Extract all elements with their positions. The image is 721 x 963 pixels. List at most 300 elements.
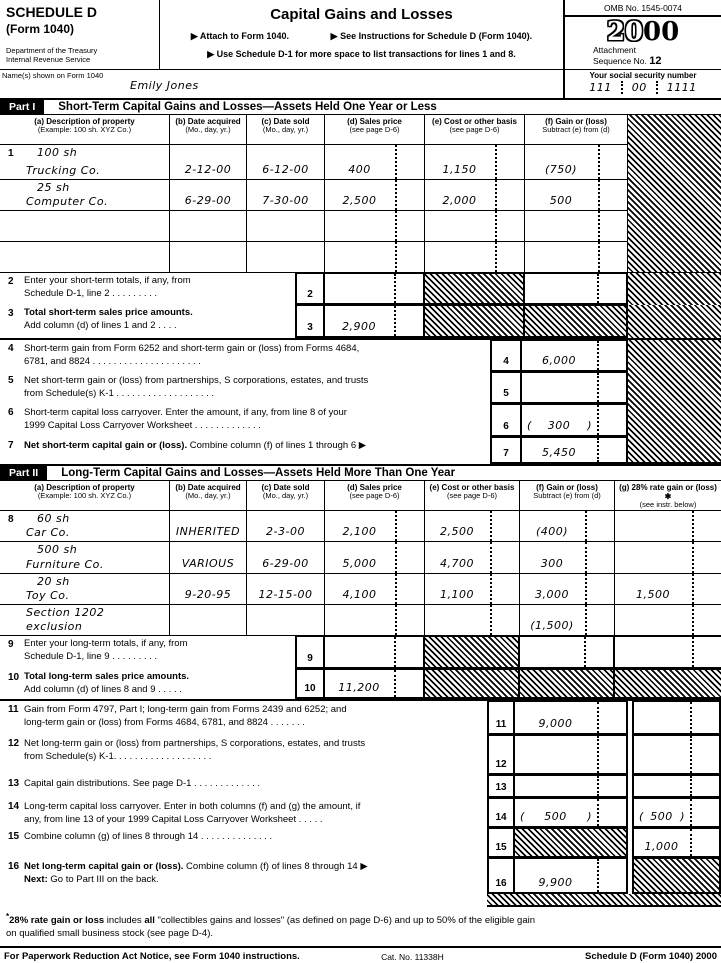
- col-sub: Subtract (e) from (d): [533, 491, 601, 501]
- cost-basis-value[interactable]: 2,500: [440, 525, 474, 538]
- gain-loss-cell[interactable]: [520, 511, 615, 542]
- agency-line2: Internal Revenue Service: [6, 55, 91, 65]
- date-sold-value[interactable]: 7-30-00: [262, 194, 309, 207]
- col-tag: (c): [261, 483, 272, 492]
- gain-loss-cell[interactable]: [525, 180, 628, 211]
- sales-price-cell[interactable]: [325, 211, 425, 242]
- sales-price-cell[interactable]: [325, 542, 425, 574]
- line-13-g-amount[interactable]: [632, 775, 721, 798]
- line-16-next-text: Go to Part III on the back.: [47, 874, 159, 886]
- part2-bar: [0, 464, 721, 480]
- cost-basis-value[interactable]: 2,000: [442, 194, 477, 207]
- part1-bar: [0, 98, 721, 114]
- hatched-cell: [520, 669, 615, 699]
- description-line2[interactable]: Computer Co.: [26, 195, 109, 208]
- paren-close: ): [587, 419, 592, 432]
- line-11-text-1: Gain from Form 4797, Part I; long-term gain from Forms 2439 and 6252; and: [24, 704, 347, 715]
- table-row-description[interactable]: [25, 242, 170, 273]
- date-sold-cell[interactable]: [247, 605, 325, 636]
- col-tag: (b): [175, 117, 186, 126]
- gain-loss-value[interactable]: (1,500): [530, 619, 574, 632]
- description-line1[interactable]: 100 sh: [37, 146, 78, 159]
- cost-basis-cell[interactable]: [425, 180, 525, 211]
- col-tag: (d): [347, 483, 358, 492]
- line-1-number: 1: [0, 145, 25, 180]
- line-12-text: [0, 735, 487, 775]
- form-footer-title: Schedule D (Form 1040) 2000: [585, 951, 717, 963]
- hatched-cell: [525, 305, 628, 338]
- hatched-right-margin: [628, 340, 721, 464]
- line-4-value[interactable]: 6,000: [542, 354, 576, 367]
- line-2-text-2: Schedule D-1, line 2 . . . . . . . . .: [24, 287, 158, 299]
- form-number-label: (Form 1040): [6, 22, 75, 36]
- description-line1[interactable]: 25 sh: [37, 181, 70, 194]
- page-footer: [0, 946, 721, 963]
- col-header-description: [0, 481, 170, 511]
- ssn-part1[interactable]: 111: [589, 81, 612, 94]
- hatched-cell: [425, 636, 520, 669]
- date-sold-value[interactable]: 2-3-00: [266, 525, 305, 538]
- col-sub: Subtract (e) from (d): [542, 125, 610, 135]
- line-number: 6: [8, 407, 14, 418]
- schedule-label: SCHEDULE D: [6, 4, 98, 20]
- date-acquired-value[interactable]: INHERITED: [175, 525, 241, 538]
- year-solid: 00: [643, 17, 680, 47]
- col-tag: (g): [619, 483, 630, 492]
- hatched-bottom-band: [487, 894, 721, 907]
- col-tag: (a): [34, 483, 45, 492]
- line-number: 16: [8, 861, 20, 872]
- part2-title: Long-Term Capital Gains and Losses—Assets Held More Than One Year: [61, 467, 456, 479]
- col-sub: (see page D-6): [349, 491, 400, 501]
- description-line2[interactable]: Furniture Co.: [26, 558, 104, 571]
- date-sold-cell[interactable]: [247, 542, 325, 574]
- col-tag: (e): [432, 117, 442, 126]
- hatched-right-margin: [628, 115, 721, 273]
- description-line2[interactable]: exclusion: [26, 620, 83, 633]
- line-11-box-number: 11: [487, 701, 515, 735]
- long-term-table: [0, 480, 721, 636]
- col-tag: (e): [429, 483, 440, 492]
- line-16-next-bold: Next:: [24, 874, 48, 886]
- line-7-box-number: 7: [490, 437, 522, 464]
- part1-badge: Part I: [0, 100, 44, 114]
- agency-line1: Department of the Treasury: [6, 46, 98, 55]
- date-sold-value[interactable]: 12-15-00: [258, 588, 313, 601]
- col-title: Date sold: [273, 117, 310, 126]
- instructions-row: [160, 31, 563, 42]
- gain-loss-cell[interactable]: [525, 242, 628, 273]
- line-9-rate-cell: [615, 636, 721, 669]
- line-3-text-2: Add column (d) of lines 1 and 2 . . . .: [24, 319, 177, 331]
- line-number: 3: [8, 308, 14, 319]
- cost-basis-cell[interactable]: [425, 145, 525, 180]
- footnote-all: all: [144, 915, 155, 927]
- date-sold-cell[interactable]: [247, 180, 325, 211]
- line-9-amount[interactable]: [325, 636, 425, 669]
- hatched-right-margin: [628, 305, 721, 338]
- lines-11-16: [0, 699, 721, 907]
- name-label: Name(s) shown on Form 1040: [2, 71, 104, 80]
- sales-price-cell[interactable]: [325, 242, 425, 273]
- rate-gain-value[interactable]: 1,500: [636, 588, 670, 601]
- line-16-text-1: Combine column (f) of lines 8 through 14 ▶: [183, 861, 368, 872]
- line-14-box-number: 14: [487, 798, 515, 828]
- paren-open: (: [520, 810, 525, 823]
- hatched-cell: [515, 828, 628, 858]
- attach-instruction: ▶ Attach to Form 1040.: [190, 31, 289, 41]
- cost-basis-cell[interactable]: [425, 511, 520, 542]
- line-2-box-number: 2: [295, 273, 325, 305]
- sales-price-value[interactable]: 400: [348, 163, 371, 176]
- gain-loss-cell[interactable]: [520, 574, 615, 605]
- taxpayer-name-value[interactable]: Emily Jones: [130, 79, 199, 92]
- col-sub: (Mo., day, yr.): [262, 125, 309, 135]
- short-term-table: [0, 114, 721, 273]
- sales-price-value[interactable]: 2,100: [342, 525, 377, 538]
- row-number: [0, 211, 25, 242]
- col-sub: (Example: 100 sh. XYZ Co.): [37, 491, 132, 501]
- line-14-g-value[interactable]: 500: [650, 810, 673, 823]
- date-acquired-cell[interactable]: [170, 574, 247, 605]
- date-acquired-value[interactable]: 2-12-00: [184, 163, 232, 176]
- col-title: Cost or other basis: [441, 483, 515, 492]
- line-6-text-1: Short-term capital loss carryover. Enter the amount, if any, from line 8 of your: [24, 407, 347, 418]
- col-sub: (see instr. below): [639, 500, 697, 510]
- cost-basis-cell[interactable]: [425, 574, 520, 605]
- line-3-value[interactable]: 2,900: [342, 320, 376, 333]
- gain-loss-value[interactable]: 300: [540, 557, 564, 570]
- description-line1[interactable]: 500 sh: [37, 543, 78, 556]
- line-13-text-1: Capital gain distributions. See page D-1 . . . . . . . . . . . . .: [24, 778, 261, 789]
- line-number: 11: [8, 704, 19, 715]
- line-3-text: [0, 305, 295, 338]
- ssn-box[interactable]: [563, 70, 721, 98]
- date-acquired-value[interactable]: 6-29-00: [184, 194, 232, 207]
- name-field-area[interactable]: [0, 70, 563, 98]
- ssn-part3[interactable]: 1111: [666, 81, 697, 94]
- row-number: [0, 605, 25, 636]
- line-14-text: [0, 798, 487, 828]
- omb-block: [563, 0, 721, 69]
- line-6-text: [0, 404, 490, 437]
- line-4-box-number: 4: [490, 340, 522, 372]
- line-12-text-1: Net long-term gain or (loss) from partnerships, S corporations, estates, and trusts: [24, 738, 366, 749]
- line-13-box-number: 13: [487, 775, 515, 798]
- line-4-text: [0, 340, 490, 372]
- line-10-value[interactable]: 11,200: [338, 681, 380, 694]
- part1-title: Short-Term Capital Gains and Losses—Assets Held One Year or Less: [58, 101, 437, 113]
- line-3-amount[interactable]: [325, 305, 425, 338]
- line-16-box-number: 16: [487, 858, 515, 894]
- line-16-f-value[interactable]: 9,900: [538, 876, 573, 889]
- lines-4-7: [0, 338, 721, 464]
- line-9-text-1: Enter your long-term totals, if any, from: [24, 638, 188, 649]
- line-9-text: [0, 636, 295, 669]
- line-14-f-amount[interactable]: [515, 798, 628, 828]
- sales-price-cell[interactable]: [325, 180, 425, 211]
- col-title: Date sold: [273, 483, 310, 492]
- col-title: Gain or (loss): [555, 117, 607, 126]
- attachment-label: Attachment: [593, 45, 636, 55]
- sequence-label: Sequence No.: [593, 56, 647, 67]
- line-2-amount[interactable]: [325, 273, 425, 305]
- line-16-f-amount[interactable]: [515, 858, 628, 894]
- date-acquired-value[interactable]: VARIOUS: [181, 557, 235, 570]
- col-sub: (Mo., day, yr.): [262, 491, 309, 501]
- rate-gain-cell[interactable]: [615, 511, 721, 542]
- cost-basis-value[interactable]: 1,100: [440, 588, 474, 601]
- see-instructions: ▶ See Instructions for Schedule D (Form 1040).: [330, 31, 533, 41]
- date-sold-value[interactable]: 6-12-00: [262, 163, 309, 176]
- hatched-cell: [615, 669, 721, 699]
- col-header-gain-loss: [520, 481, 615, 511]
- paren-open: (: [639, 810, 644, 823]
- col-sub: (Mo., day, yr.): [185, 491, 231, 501]
- line-9: [0, 636, 721, 669]
- footnote: [0, 907, 721, 941]
- col-header-gain-loss: [525, 115, 628, 145]
- sales-price-value[interactable]: 4,100: [342, 588, 377, 601]
- catalog-number: Cat. No. 11338H: [381, 951, 444, 962]
- line-12-box-number: 12: [487, 735, 515, 775]
- line-6-text-2: 1999 Capital Loss Carryover Worksheet . . . . . . . . . . . . .: [24, 420, 261, 432]
- line-15-text-1: Combine column (g) of lines 8 through 14 . . . . . . . . . . . . . .: [24, 831, 273, 842]
- cost-basis-cell[interactable]: [425, 242, 525, 273]
- table-row-description[interactable]: [25, 605, 170, 636]
- footnote-line2: on qualified small business stock (see page D-4).: [6, 928, 213, 940]
- date-acquired-cell[interactable]: [170, 242, 247, 273]
- form-title-block: [160, 0, 563, 69]
- sales-price-cell[interactable]: [325, 511, 425, 542]
- col-header-sales-price: [325, 115, 425, 145]
- date-sold-cell[interactable]: [247, 242, 325, 273]
- line-16-bold: Net long-term capital gain or (loss).: [24, 861, 184, 872]
- description-line1[interactable]: 60 sh: [37, 512, 70, 525]
- description-line1[interactable]: 20 sh: [37, 575, 70, 588]
- rate-gain-cell[interactable]: [615, 574, 721, 605]
- date-acquired-cell[interactable]: [170, 211, 247, 242]
- line-13-f-amount[interactable]: [515, 775, 628, 798]
- rate-gain-cell[interactable]: [615, 542, 721, 574]
- line-6-amount[interactable]: [522, 404, 628, 437]
- col-header-cost-basis: [425, 481, 520, 511]
- line-number: 13: [8, 778, 20, 789]
- line-2-text-1: Enter your short-term totals, if any, from: [24, 275, 191, 286]
- line-10-box-number: 10: [295, 669, 325, 699]
- footnote-asterisk: *: [6, 912, 10, 921]
- paren-open: (: [527, 419, 532, 432]
- date-sold-cell[interactable]: [247, 145, 325, 180]
- date-acquired-cell[interactable]: [170, 605, 247, 636]
- line-9-box-number: 9: [295, 636, 325, 669]
- col-tag: (f): [536, 483, 545, 492]
- cost-basis-cell[interactable]: [425, 542, 520, 574]
- col-header-description: [0, 115, 170, 145]
- line-11-f-amount[interactable]: [515, 701, 628, 735]
- col-title: 28% rate gain or (loss): [631, 483, 717, 492]
- cost-basis-cell[interactable]: [425, 211, 525, 242]
- part2-badge: Part II: [0, 466, 47, 480]
- line-number: 7: [8, 440, 14, 451]
- col-title: Cost or other basis: [444, 117, 517, 126]
- line-8-number: 8: [0, 511, 25, 542]
- cost-basis-value[interactable]: 4,700: [440, 557, 474, 570]
- line-2-gain-cell: [525, 273, 628, 305]
- line-5-text-2: from Schedule(s) K-1 . . . . . . . . . . . . . . . . . . .: [24, 388, 215, 400]
- col-tag: (a): [34, 117, 45, 126]
- hatched-right-margin: [628, 273, 721, 305]
- line-11-f-value[interactable]: 9,000: [538, 717, 573, 730]
- line-13-text: [0, 775, 487, 798]
- line-10-bold: Total long-term sales price amounts.: [24, 671, 190, 682]
- line-14-text-2: any, from line 13 of your 1999 Capital Loss Carryover Worksheet . . . . .: [24, 814, 323, 826]
- date-sold-cell[interactable]: [247, 211, 325, 242]
- line-number: 5: [8, 375, 14, 386]
- form-id-block: [0, 0, 160, 69]
- description-line2[interactable]: Car Co.: [26, 526, 70, 539]
- col-header-date-acquired: [170, 481, 247, 511]
- line-number: 10: [8, 672, 20, 683]
- description-line2[interactable]: Toy Co.: [26, 589, 70, 602]
- col-tag: (b): [175, 483, 186, 492]
- line-7-value[interactable]: 5,450: [542, 446, 576, 459]
- date-sold-cell[interactable]: [247, 574, 325, 605]
- col-sub: (see page D-6): [349, 125, 400, 135]
- form-header: [0, 0, 721, 70]
- line-3: [0, 305, 721, 338]
- cost-basis-value[interactable]: 1,150: [442, 163, 477, 176]
- col-title: Gain or (loss): [546, 483, 598, 492]
- sequence-number: 12: [649, 55, 662, 68]
- col-title: Date acquired: [187, 483, 241, 492]
- table-row-description[interactable]: [25, 542, 170, 574]
- hatched-cell: [425, 305, 525, 338]
- gain-loss-cell[interactable]: [525, 145, 628, 180]
- table-row-description[interactable]: [25, 211, 170, 242]
- gain-loss-value[interactable]: (750): [544, 163, 578, 176]
- line-number: 12: [8, 738, 20, 749]
- date-sold-cell[interactable]: [247, 511, 325, 542]
- line-7-amount[interactable]: [522, 437, 628, 464]
- tax-year: [565, 17, 721, 45]
- col-sub: (see page D-6): [446, 491, 498, 501]
- gain-loss-value[interactable]: (400): [535, 525, 569, 538]
- gain-loss-cell[interactable]: [520, 542, 615, 574]
- line-16-text: [0, 858, 487, 894]
- ssn-separator: [621, 81, 623, 94]
- line-6-value[interactable]: 300: [547, 419, 571, 432]
- description-line1[interactable]: Section 1202: [26, 606, 105, 619]
- ssn-part2[interactable]: 00: [631, 81, 647, 94]
- line-3-box-number: 3: [295, 305, 325, 338]
- col-title: Date acquired: [187, 117, 241, 126]
- hatched-cell: [632, 858, 721, 894]
- line-2-text: [0, 273, 295, 305]
- line-14-f-value[interactable]: 500: [544, 810, 567, 823]
- line-number: 14: [8, 801, 20, 812]
- gain-loss-cell[interactable]: [525, 211, 628, 242]
- table-row-description[interactable]: [25, 180, 170, 211]
- line-7-text-1: Combine column (f) of lines 1 through 6 ▶: [187, 440, 367, 451]
- description-line2[interactable]: Trucking Co.: [26, 164, 101, 177]
- line-2: [0, 273, 721, 305]
- paperwork-notice: For Paperwork Reduction Act Notice, see Form 1040 instructions.: [4, 951, 300, 963]
- line-3-bold: Total short-term sales price amounts.: [24, 307, 193, 318]
- date-acquired-value[interactable]: 9-20-95: [184, 588, 232, 601]
- line-15-text: [0, 828, 487, 858]
- agency-label: [6, 46, 153, 65]
- line-10-text-2: Add column (d) of lines 8 and 9 . . . . .: [24, 683, 182, 695]
- line-5-box-number: 5: [490, 372, 522, 404]
- gain-loss-cell[interactable]: [520, 605, 615, 636]
- date-sold-value[interactable]: 6-29-00: [262, 557, 309, 570]
- line-5-amount[interactable]: [522, 372, 628, 404]
- col-header-sales-price: [325, 481, 425, 511]
- schedule-d1-instruction: ▶ Use Schedule D-1 for more space to list transactions for lines 1 and 8.: [207, 49, 516, 59]
- line-9-gain-cell: [520, 636, 615, 669]
- footnote-bold: 28% rate gain or loss: [9, 915, 105, 927]
- line-11-text: [0, 701, 487, 735]
- row-number: [0, 542, 25, 574]
- col-sub: (Mo., day, yr.): [185, 125, 231, 135]
- gain-loss-value[interactable]: 500: [549, 194, 573, 207]
- hatched-cell: [425, 669, 520, 699]
- col-header-date-sold: [247, 115, 325, 145]
- line-4-text-1: Short-term gain from Form 6252 and short-term gain or (loss) from Forms 4684,: [24, 343, 360, 354]
- line-12-f-amount[interactable]: [515, 735, 628, 775]
- col-title: Sales price: [359, 117, 402, 126]
- row-number: [0, 574, 25, 605]
- line-4-text-2: 6781, and 8824 . . . . . . . . . . . . . . . . . . . . .: [24, 356, 201, 368]
- line-number: 9: [8, 639, 14, 650]
- rate-gain-cell[interactable]: [615, 605, 721, 636]
- line-7-bold: Net short-term capital gain or (loss).: [24, 440, 188, 451]
- line-5-text: [0, 372, 490, 404]
- line-15-g-amount[interactable]: [632, 828, 721, 858]
- date-acquired-cell[interactable]: [170, 180, 247, 211]
- date-acquired-cell[interactable]: [170, 145, 247, 180]
- attachment-sequence: [565, 45, 721, 68]
- date-acquired-cell[interactable]: [170, 511, 247, 542]
- sales-price-cell[interactable]: [325, 145, 425, 180]
- line-12-g-amount[interactable]: [632, 735, 721, 775]
- line-number: 4: [8, 343, 14, 354]
- col-tag: (d): [347, 117, 358, 126]
- table-row-description[interactable]: [25, 574, 170, 605]
- col-header-cost-basis: [425, 115, 525, 145]
- cost-basis-cell[interactable]: [425, 605, 520, 636]
- line-10-amount[interactable]: [325, 669, 425, 699]
- sales-price-value[interactable]: 2,500: [342, 194, 377, 207]
- sales-price-cell[interactable]: [325, 605, 425, 636]
- line-11-g-amount[interactable]: [632, 701, 721, 735]
- col-header-date-sold: [247, 481, 325, 511]
- ssn-value[interactable]: [565, 81, 721, 94]
- sales-price-cell[interactable]: [325, 574, 425, 605]
- sales-price-value[interactable]: 5,000: [342, 557, 377, 570]
- line-14-g-amount[interactable]: [632, 798, 721, 828]
- table-row-description[interactable]: [25, 145, 170, 180]
- table-row-description[interactable]: [25, 511, 170, 542]
- gain-loss-value[interactable]: 3,000: [535, 588, 569, 601]
- line-15-g-value[interactable]: 1,000: [644, 840, 679, 853]
- line-9-text-2: Schedule D-1, line 9 . . . . . . . . .: [24, 650, 158, 662]
- date-acquired-cell[interactable]: [170, 542, 247, 574]
- row-number: [0, 180, 25, 211]
- col-header-date-acquired: [170, 115, 247, 145]
- line-4-amount[interactable]: [522, 340, 628, 372]
